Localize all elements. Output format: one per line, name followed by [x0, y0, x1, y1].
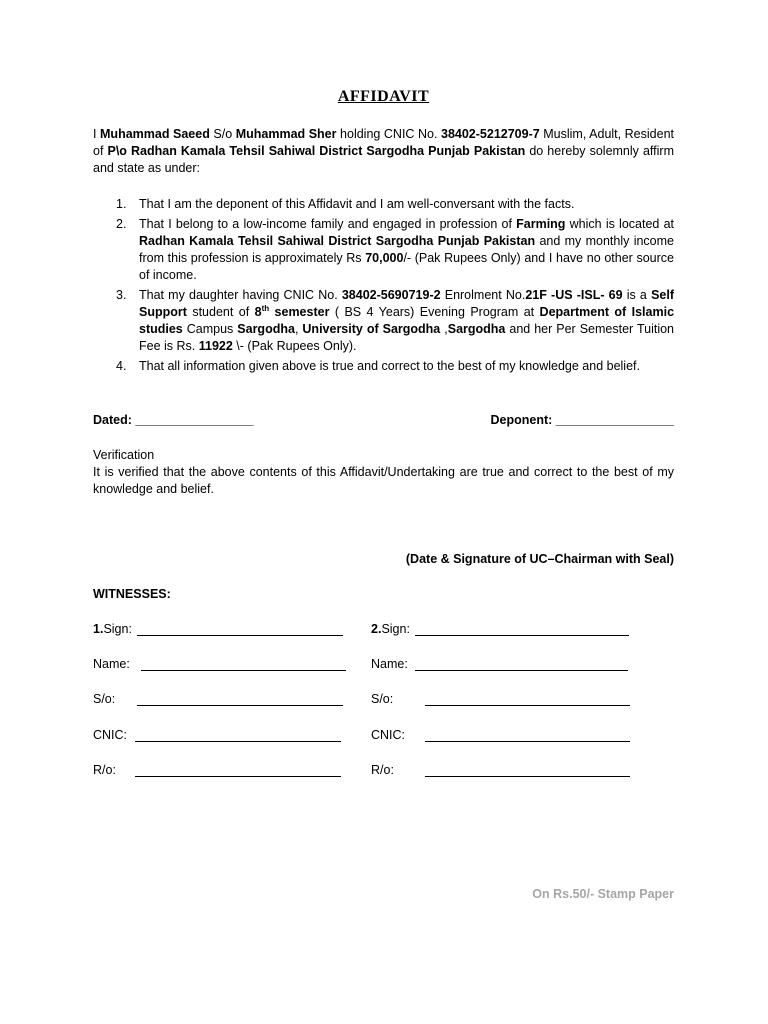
item-text: , — [440, 322, 448, 336]
item-text: Campus — [182, 322, 238, 336]
field-label: CNIC: — [371, 728, 406, 742]
item-text: That I belong to a low-income family and engaged in profession of — [139, 217, 517, 231]
deponent-cnic: 38402-5212709-7 — [441, 127, 540, 141]
semester-number: 8 — [254, 305, 262, 319]
affirmation-list — [93, 196, 674, 378]
deponent-address: P\o Radhan Kamala Tehsil Sahiwal District Sargodha Punjab Pakistan — [107, 144, 526, 158]
field-label: S/o: — [93, 692, 116, 706]
witness-2-sign — [371, 621, 410, 638]
stamp-paper-note: On Rs.50/- Stamp Paper — [532, 887, 674, 901]
tuition-fee: 11922 — [198, 339, 233, 353]
deponent-signature-field: Deponent: _________________ — [490, 413, 674, 427]
deponent-name: Muhammad Saeed — [100, 127, 210, 141]
witness-so-row — [93, 691, 674, 708]
daughter-cnic: 38402-5690719-2 — [341, 288, 441, 302]
item-text: \- (Pak Rupees Only). — [232, 339, 357, 353]
dated-field: Dated: _________________ — [93, 413, 254, 427]
field-label: Sign: — [381, 622, 410, 636]
enrolment-number: 21F -US -ISL- 69 — [525, 288, 623, 302]
campus: Sargodha — [237, 322, 295, 336]
document-title: AFFIDAVIT — [337, 88, 430, 105]
item-text: That my daughter having CNIC No. — [139, 288, 342, 302]
so-line — [137, 693, 343, 706]
name-line — [415, 658, 628, 671]
field-label: R/o: — [93, 763, 116, 777]
witness-sign-row — [93, 621, 674, 638]
signature-line — [137, 623, 343, 636]
university: University of Sargodha — [302, 322, 441, 336]
intro-text: S/o — [209, 127, 236, 141]
witness-cnic-row — [93, 727, 674, 744]
intro-text: I — [93, 127, 101, 141]
item-text: That I am the deponent of this Affidavit and I am well-conversant with the facts. — [139, 197, 575, 211]
uc-chairman-signature: (Date & Signature of UC–Chairman with Seal) — [405, 552, 674, 566]
cnic-line — [425, 729, 630, 742]
item-number: 3. — [116, 288, 127, 302]
item-number: 1. — [116, 197, 127, 211]
support-type: Self Support — [139, 288, 674, 319]
field-label: CNIC: — [93, 728, 128, 742]
signature-line — [415, 623, 629, 636]
so-line — [425, 693, 630, 706]
cnic-line — [135, 729, 341, 742]
verification-heading: Verification — [93, 448, 155, 462]
item-text: , — [294, 322, 303, 336]
witness-1-sign — [93, 621, 132, 638]
witness-name-row — [93, 656, 674, 673]
ro-line — [425, 764, 630, 777]
intro-paragraph — [93, 126, 674, 177]
item-text: /- (Pak Rupees Only) and I have no other source of income. — [139, 251, 674, 282]
ro-line — [135, 764, 341, 777]
list-item — [93, 358, 674, 375]
verification-text: It is verified that the above contents of this Affidavit/Undertaking are true and correct to the best of my knowledge and belief. — [93, 465, 674, 496]
name-line — [141, 658, 346, 671]
profession: Farming — [516, 217, 566, 231]
monthly-income: 70,000 — [365, 251, 404, 265]
witnesses-heading: WITNESSES: — [93, 587, 171, 601]
intro-text: Muslim, Adult, Resident of — [93, 127, 674, 158]
city: Sargodha — [447, 322, 506, 336]
field-label: R/o: — [371, 763, 394, 777]
father-name: Muhammad Sher — [235, 127, 337, 141]
field-label: S/o: — [371, 692, 394, 706]
witness-number: 2. — [371, 622, 382, 636]
list-item — [93, 196, 674, 213]
field-label: Name: — [371, 657, 408, 671]
list-item — [93, 287, 674, 355]
semester — [255, 305, 330, 319]
item-text: which is located at — [565, 217, 674, 231]
item-text: ( BS 4 Years) Evening Program at — [329, 305, 540, 319]
item-number: 2. — [116, 217, 127, 231]
item-text: and my monthly income from this profession is approximately Rs — [139, 234, 675, 265]
item-text: student of — [186, 305, 255, 319]
item-text: and her Per Semester Tuition Fee is Rs. — [139, 322, 674, 353]
item-number: 4. — [116, 359, 127, 373]
item-text: Enrolment No. — [440, 288, 526, 302]
field-label: Name: — [93, 657, 130, 671]
intro-text: do hereby solemnly affirm and state as under: — [93, 144, 674, 175]
list-item — [93, 216, 674, 284]
witness-number: 1. — [93, 622, 104, 636]
semester-suffix: th — [261, 303, 270, 313]
witness-ro-row — [93, 762, 674, 779]
intro-text: holding CNIC No. — [336, 127, 441, 141]
field-label: Sign: — [103, 622, 132, 636]
department: Department of Islamic studies — [139, 305, 675, 336]
profession-location: Radhan Kamala Tehsil Sahiwal District Sargodha Punjab Pakistan — [139, 234, 536, 248]
item-text: That all information given above is true and correct to the best of my knowledge and belief. — [139, 359, 640, 373]
semester-word: semester — [269, 305, 330, 319]
item-text: is a — [622, 288, 652, 302]
